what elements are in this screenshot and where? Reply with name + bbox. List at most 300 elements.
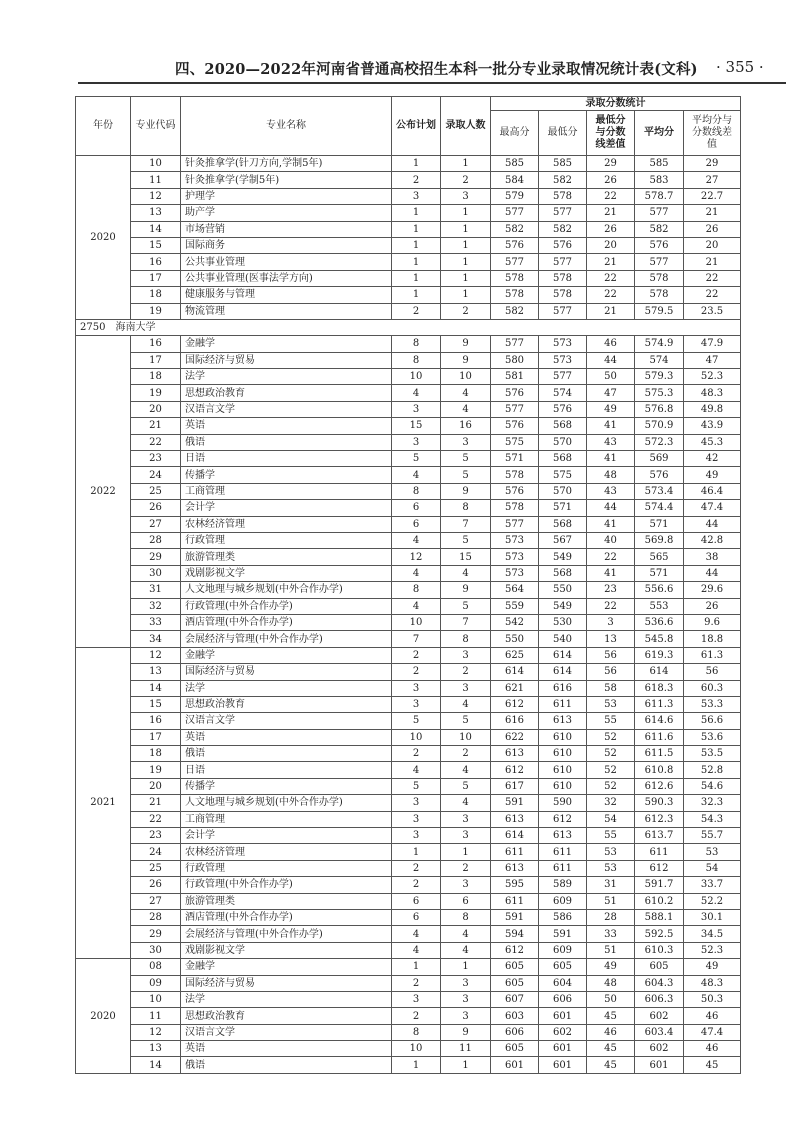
avg-cell: 603.4 [635, 1024, 684, 1040]
min-diff-cell: 26 [587, 172, 635, 188]
avg-diff-cell: 23.5 [684, 303, 741, 319]
table-row [76, 1008, 741, 1024]
max-cell: 612 [491, 696, 539, 712]
max-cell: 571 [491, 451, 539, 467]
max-cell: 577 [491, 401, 539, 417]
avg-cell: 578 [635, 287, 684, 303]
plan-cell: 3 [392, 680, 441, 696]
code-cell: 19 [131, 385, 181, 401]
code-cell: 17 [131, 270, 181, 286]
avg-cell: 610.2 [635, 893, 684, 909]
avg-diff-cell: 52.3 [684, 942, 741, 958]
code-cell: 10 [131, 991, 181, 1007]
table-row [76, 1041, 741, 1057]
name-cell: 针灸推拿学(学制5年) [181, 172, 392, 188]
max-cell: 542 [491, 614, 539, 630]
table-row [76, 352, 741, 368]
min-cell: 571 [539, 500, 587, 516]
table-row [76, 287, 741, 303]
max-cell: 605 [491, 975, 539, 991]
table-row [76, 664, 741, 680]
name-cell: 俄语 [181, 1057, 392, 1073]
table-row [76, 188, 741, 204]
admitted-cell: 3 [441, 877, 491, 893]
min-cell: 582 [539, 172, 587, 188]
avg-cell: 582 [635, 221, 684, 237]
admitted-cell: 4 [441, 795, 491, 811]
table-row [76, 532, 741, 548]
code-cell: 22 [131, 811, 181, 827]
code-cell: 16 [131, 336, 181, 352]
min-diff-cell: 53 [587, 844, 635, 860]
avg-diff-cell: 9.6 [684, 614, 741, 630]
min-cell: 589 [539, 877, 587, 893]
avg-cell: 579.5 [635, 303, 684, 319]
admitted-cell: 3 [441, 1008, 491, 1024]
min-diff-cell: 41 [587, 418, 635, 434]
code-cell: 28 [131, 532, 181, 548]
col-min-diff: 最低分与分数线差值 [587, 111, 635, 156]
avg-cell: 536.6 [635, 614, 684, 630]
avg-diff-cell: 21 [684, 205, 741, 221]
min-cell: 573 [539, 336, 587, 352]
avg-diff-cell: 34.5 [684, 926, 741, 942]
table-row [76, 811, 741, 827]
admitted-cell: 5 [441, 778, 491, 794]
avg-cell: 614.6 [635, 713, 684, 729]
code-cell: 18 [131, 746, 181, 762]
code-cell: 15 [131, 696, 181, 712]
max-cell: 612 [491, 762, 539, 778]
table-row [76, 254, 741, 270]
min-diff-cell: 45 [587, 1041, 635, 1057]
min-diff-cell: 22 [587, 549, 635, 565]
table-row [76, 516, 741, 532]
plan-cell: 4 [392, 532, 441, 548]
avg-diff-cell: 30.1 [684, 909, 741, 925]
avg-cell: 573.4 [635, 483, 684, 499]
name-cell: 工商管理 [181, 483, 392, 499]
plan-cell: 2 [392, 860, 441, 876]
admitted-cell: 4 [441, 401, 491, 417]
max-cell: 607 [491, 991, 539, 1007]
admitted-cell: 4 [441, 696, 491, 712]
avg-cell: 574 [635, 352, 684, 368]
table-row [76, 434, 741, 450]
table-row [76, 303, 741, 319]
min-diff-cell: 49 [587, 401, 635, 417]
plan-cell: 3 [392, 696, 441, 712]
table-row [76, 614, 741, 630]
avg-cell: 588.1 [635, 909, 684, 925]
code-cell: 12 [131, 188, 181, 204]
max-cell: 564 [491, 582, 539, 598]
name-cell: 法学 [181, 369, 392, 385]
min-diff-cell: 48 [587, 467, 635, 483]
avg-cell: 592.5 [635, 926, 684, 942]
plan-cell: 7 [392, 631, 441, 647]
max-cell: 585 [491, 156, 539, 172]
avg-cell: 574.9 [635, 336, 684, 352]
code-cell: 15 [131, 237, 181, 253]
name-cell: 思想政治教育 [181, 385, 392, 401]
avg-diff-cell: 46.4 [684, 483, 741, 499]
name-cell: 酒店管理(中外合作办学) [181, 614, 392, 630]
admitted-cell: 5 [441, 713, 491, 729]
min-diff-cell: 44 [587, 500, 635, 516]
min-cell: 582 [539, 221, 587, 237]
table-row [76, 598, 741, 614]
code-cell: 14 [131, 680, 181, 696]
min-diff-cell: 56 [587, 647, 635, 663]
min-diff-cell: 46 [587, 1024, 635, 1040]
table-row [76, 172, 741, 188]
code-cell: 18 [131, 287, 181, 303]
plan-cell: 2 [392, 664, 441, 680]
code-cell: 14 [131, 1057, 181, 1073]
table-row [76, 270, 741, 286]
table-row [76, 451, 741, 467]
admitted-cell: 1 [441, 959, 491, 975]
name-cell: 传播学 [181, 467, 392, 483]
code-cell: 30 [131, 942, 181, 958]
col-max: 最高分 [491, 111, 539, 156]
min-cell: 570 [539, 483, 587, 499]
name-cell: 金融学 [181, 336, 392, 352]
table-row [76, 369, 741, 385]
avg-diff-cell: 54.6 [684, 778, 741, 794]
code-cell: 12 [131, 1024, 181, 1040]
admitted-cell: 2 [441, 860, 491, 876]
max-cell: 578 [491, 287, 539, 303]
plan-cell: 5 [392, 713, 441, 729]
avg-cell: 590.3 [635, 795, 684, 811]
table-row [76, 778, 741, 794]
code-cell: 24 [131, 844, 181, 860]
plan-cell: 2 [392, 647, 441, 663]
plan-cell: 15 [392, 418, 441, 434]
avg-diff-cell: 49.8 [684, 401, 741, 417]
min-cell: 575 [539, 467, 587, 483]
avg-diff-cell: 53.3 [684, 696, 741, 712]
plan-cell: 2 [392, 975, 441, 991]
max-cell: 617 [491, 778, 539, 794]
col-admitted: 录取人数 [441, 97, 491, 156]
table-row [76, 1057, 741, 1073]
name-cell: 戏剧影视文学 [181, 565, 392, 581]
admitted-cell: 2 [441, 172, 491, 188]
admitted-cell: 3 [441, 188, 491, 204]
table-row [76, 991, 741, 1007]
avg-diff-cell: 22 [684, 287, 741, 303]
admitted-cell: 10 [441, 729, 491, 745]
max-cell: 577 [491, 516, 539, 532]
admitted-cell: 9 [441, 352, 491, 368]
min-diff-cell: 22 [587, 598, 635, 614]
avg-cell: 602 [635, 1008, 684, 1024]
name-cell: 针灸推拿学(针刀方向,学制5年) [181, 156, 392, 172]
admitted-cell: 1 [441, 237, 491, 253]
plan-cell: 3 [392, 811, 441, 827]
name-cell: 法学 [181, 991, 392, 1007]
name-cell: 人文地理与城乡规划(中外合作办学) [181, 795, 392, 811]
avg-cell: 570.9 [635, 418, 684, 434]
min-cell: 611 [539, 844, 587, 860]
plan-cell: 5 [392, 778, 441, 794]
code-cell: 17 [131, 729, 181, 745]
name-cell: 国际经济与贸易 [181, 664, 392, 680]
avg-diff-cell: 52.8 [684, 762, 741, 778]
max-cell: 601 [491, 1057, 539, 1073]
avg-cell: 576 [635, 237, 684, 253]
avg-diff-cell: 47 [684, 352, 741, 368]
min-diff-cell: 44 [587, 352, 635, 368]
name-cell: 日语 [181, 762, 392, 778]
col-avg-diff: 平均分与分数线差值 [684, 111, 741, 156]
avg-diff-cell: 45 [684, 1057, 741, 1073]
max-cell: 591 [491, 909, 539, 925]
max-cell: 611 [491, 893, 539, 909]
plan-cell: 1 [392, 844, 441, 860]
name-cell: 公共事业管理 [181, 254, 392, 270]
max-cell: 559 [491, 598, 539, 614]
min-cell: 578 [539, 188, 587, 204]
name-cell: 日语 [181, 451, 392, 467]
code-cell: 27 [131, 893, 181, 909]
table-row [76, 909, 741, 925]
name-cell: 农林经济管理 [181, 844, 392, 860]
col-plan: 公布计划 [392, 97, 441, 156]
min-cell: 590 [539, 795, 587, 811]
code-cell: 13 [131, 664, 181, 680]
min-cell: 612 [539, 811, 587, 827]
plan-cell: 3 [392, 991, 441, 1007]
admitted-cell: 9 [441, 1024, 491, 1040]
min-diff-cell: 13 [587, 631, 635, 647]
name-cell: 健康服务与管理 [181, 287, 392, 303]
name-cell: 会展经济与管理(中外合作办学) [181, 631, 392, 647]
avg-cell: 579.3 [635, 369, 684, 385]
avg-diff-cell: 18.8 [684, 631, 741, 647]
table-row [76, 680, 741, 696]
plan-cell: 3 [392, 434, 441, 450]
plan-cell: 2 [392, 172, 441, 188]
min-cell: 602 [539, 1024, 587, 1040]
min-cell: 613 [539, 828, 587, 844]
min-diff-cell: 55 [587, 828, 635, 844]
plan-cell: 4 [392, 762, 441, 778]
avg-diff-cell: 54.3 [684, 811, 741, 827]
admitted-cell: 1 [441, 205, 491, 221]
admitted-cell: 2 [441, 664, 491, 680]
table-row [76, 942, 741, 958]
avg-diff-cell: 27 [684, 172, 741, 188]
max-cell: 576 [491, 385, 539, 401]
max-cell: 611 [491, 844, 539, 860]
avg-cell: 576.8 [635, 401, 684, 417]
min-diff-cell: 22 [587, 188, 635, 204]
code-cell: 11 [131, 172, 181, 188]
min-diff-cell: 21 [587, 205, 635, 221]
plan-cell: 6 [392, 893, 441, 909]
code-cell: 16 [131, 713, 181, 729]
min-cell: 578 [539, 287, 587, 303]
plan-cell: 4 [392, 926, 441, 942]
table-row [76, 237, 741, 253]
plan-cell: 8 [392, 582, 441, 598]
admitted-cell: 1 [441, 1057, 491, 1073]
admitted-cell: 3 [441, 811, 491, 827]
plan-cell: 10 [392, 614, 441, 630]
name-cell: 国际经济与贸易 [181, 352, 392, 368]
name-cell: 思想政治教育 [181, 1008, 392, 1024]
admitted-cell: 3 [441, 975, 491, 991]
name-cell: 行政管理(中外合作办学) [181, 877, 392, 893]
name-cell: 汉语言文学 [181, 401, 392, 417]
min-diff-cell: 22 [587, 287, 635, 303]
plan-cell: 3 [392, 795, 441, 811]
plan-cell: 1 [392, 156, 441, 172]
plan-cell: 1 [392, 237, 441, 253]
max-cell: 579 [491, 188, 539, 204]
plan-cell: 1 [392, 270, 441, 286]
name-cell: 汉语言文学 [181, 713, 392, 729]
name-cell: 法学 [181, 680, 392, 696]
plan-cell: 1 [392, 221, 441, 237]
admitted-cell: 1 [441, 287, 491, 303]
avg-cell: 610.3 [635, 942, 684, 958]
admitted-cell: 5 [441, 532, 491, 548]
plan-cell: 1 [392, 205, 441, 221]
avg-diff-cell: 49 [684, 467, 741, 483]
min-diff-cell: 28 [587, 909, 635, 925]
name-cell: 酒店管理(中外合作办学) [181, 909, 392, 925]
admitted-cell: 9 [441, 483, 491, 499]
code-cell: 34 [131, 631, 181, 647]
avg-cell: 591.7 [635, 877, 684, 893]
avg-cell: 605 [635, 959, 684, 975]
min-cell: 614 [539, 664, 587, 680]
min-cell: 610 [539, 778, 587, 794]
max-cell: 603 [491, 1008, 539, 1024]
code-cell: 23 [131, 828, 181, 844]
code-cell: 19 [131, 762, 181, 778]
admitted-cell: 7 [441, 614, 491, 630]
avg-cell: 578 [635, 270, 684, 286]
max-cell: 625 [491, 647, 539, 663]
code-cell: 16 [131, 254, 181, 270]
admitted-cell: 7 [441, 516, 491, 532]
code-cell: 14 [131, 221, 181, 237]
min-cell: 586 [539, 909, 587, 925]
min-diff-cell: 3 [587, 614, 635, 630]
avg-cell: 545.8 [635, 631, 684, 647]
page-title: 四、2020—2022年河南省普通高校招生本科一批分专业录取情况统计表(文科) [175, 61, 698, 78]
table-row [76, 877, 741, 893]
avg-diff-cell: 29 [684, 156, 741, 172]
name-cell: 会计学 [181, 828, 392, 844]
plan-cell: 4 [392, 565, 441, 581]
avg-cell: 611 [635, 844, 684, 860]
name-cell: 护理学 [181, 188, 392, 204]
plan-cell: 8 [392, 352, 441, 368]
name-cell: 国际商务 [181, 237, 392, 253]
name-cell: 俄语 [181, 746, 392, 762]
plan-cell: 3 [392, 828, 441, 844]
max-cell: 584 [491, 172, 539, 188]
avg-cell: 553 [635, 598, 684, 614]
admitted-cell: 1 [441, 221, 491, 237]
min-cell: 614 [539, 647, 587, 663]
avg-diff-cell: 46 [684, 1041, 741, 1057]
avg-cell: 613.7 [635, 828, 684, 844]
max-cell: 605 [491, 1041, 539, 1057]
max-cell: 613 [491, 811, 539, 827]
table-row [76, 467, 741, 483]
table-row [76, 959, 741, 975]
col-score-group: 录取分数统计 [491, 97, 741, 111]
min-diff-cell: 29 [587, 156, 635, 172]
plan-cell: 10 [392, 1041, 441, 1057]
table-row [76, 385, 741, 401]
admitted-cell: 1 [441, 254, 491, 270]
table-row [76, 156, 741, 172]
max-cell: 578 [491, 467, 539, 483]
avg-diff-cell: 26 [684, 221, 741, 237]
max-cell: 582 [491, 221, 539, 237]
avg-diff-cell: 56.6 [684, 713, 741, 729]
page-number: · 355 · [716, 58, 764, 76]
table-row [76, 401, 741, 417]
avg-cell: 606.3 [635, 991, 684, 1007]
table-row [76, 647, 741, 663]
code-cell: 17 [131, 352, 181, 368]
admitted-cell: 1 [441, 844, 491, 860]
min-cell: 568 [539, 451, 587, 467]
admitted-cell: 9 [441, 582, 491, 598]
min-cell: 568 [539, 565, 587, 581]
avg-diff-cell: 48.3 [684, 975, 741, 991]
min-cell: 610 [539, 746, 587, 762]
name-cell: 金融学 [181, 959, 392, 975]
avg-cell: 577 [635, 254, 684, 270]
min-diff-cell: 51 [587, 893, 635, 909]
admission-table [75, 96, 741, 1074]
min-diff-cell: 58 [587, 680, 635, 696]
table-row [76, 1024, 741, 1040]
avg-diff-cell: 47.4 [684, 500, 741, 516]
min-cell: 616 [539, 680, 587, 696]
table-row [76, 418, 741, 434]
year-cell: 2020 [76, 959, 131, 1074]
admitted-cell: 4 [441, 926, 491, 942]
admitted-cell: 3 [441, 991, 491, 1007]
name-cell: 行政管理(中外合作办学) [181, 598, 392, 614]
code-cell: 11 [131, 1008, 181, 1024]
avg-diff-cell: 42.8 [684, 532, 741, 548]
min-diff-cell: 41 [587, 516, 635, 532]
avg-cell: 583 [635, 172, 684, 188]
min-diff-cell: 20 [587, 237, 635, 253]
admitted-cell: 10 [441, 369, 491, 385]
name-cell: 会展经济与管理(中外合作办学) [181, 926, 392, 942]
admitted-cell: 2 [441, 746, 491, 762]
year-cell: 2021 [76, 647, 131, 958]
max-cell: 612 [491, 942, 539, 958]
admitted-cell: 16 [441, 418, 491, 434]
min-cell: 609 [539, 942, 587, 958]
table-row [76, 500, 741, 516]
